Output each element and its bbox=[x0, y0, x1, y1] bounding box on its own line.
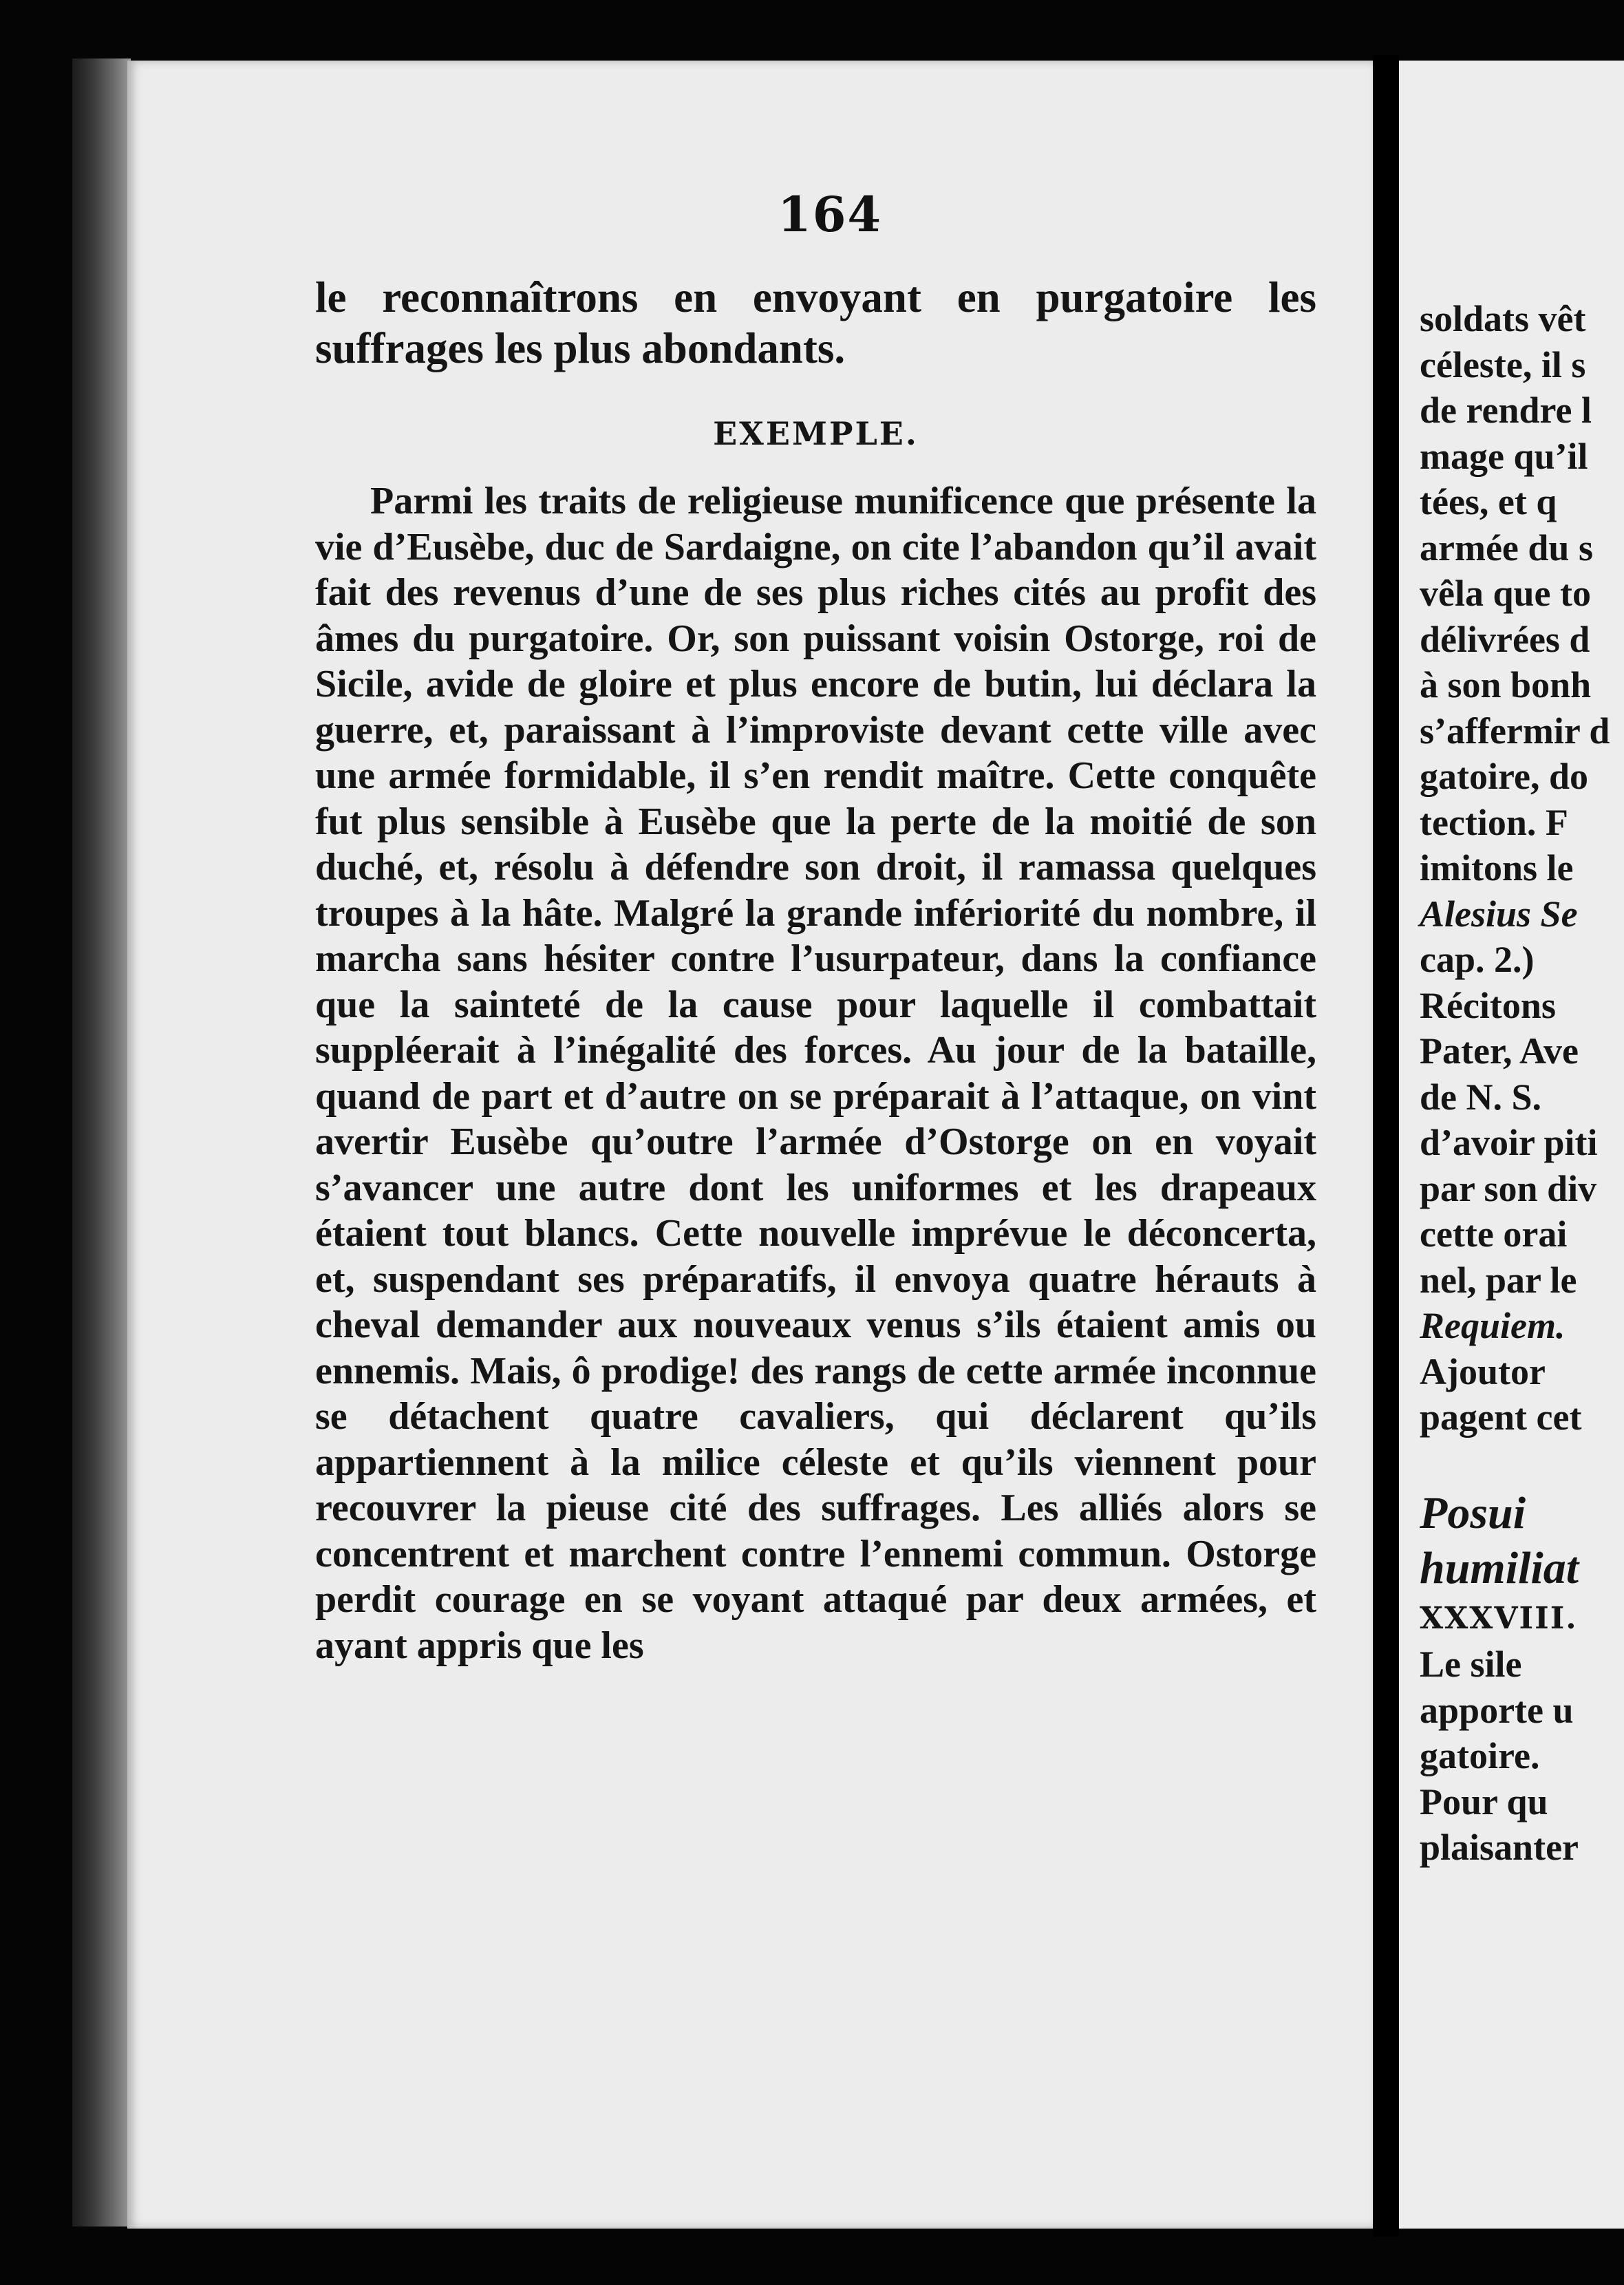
right-line: Le sile bbox=[1420, 1644, 1522, 1685]
right-line: cette orai bbox=[1420, 1213, 1568, 1255]
left-page-text bbox=[315, 272, 1316, 1668]
right-line: s’affermir d bbox=[1420, 710, 1610, 752]
right-line: Récitons bbox=[1420, 984, 1556, 1026]
right-line: apporte u bbox=[1420, 1689, 1574, 1731]
right-line: plaisanter bbox=[1420, 1827, 1579, 1868]
page-gutter bbox=[1373, 55, 1399, 2237]
page-number: 164 bbox=[778, 186, 883, 243]
right-line: mage qu’il bbox=[1420, 435, 1588, 477]
right-line: nel, par le bbox=[1420, 1259, 1577, 1301]
right-line: Pour qu bbox=[1420, 1781, 1548, 1822]
book-spine-shadow bbox=[72, 59, 131, 2226]
right-line: par son div bbox=[1420, 1167, 1597, 1209]
right-line: gatoire, do bbox=[1420, 756, 1588, 797]
right-line: tées, et q bbox=[1420, 481, 1557, 522]
right-line: Pater, Ave bbox=[1420, 1030, 1579, 1072]
section-heading: EXEMPLE. bbox=[713, 415, 919, 452]
right-line: armée du s bbox=[1420, 527, 1593, 568]
right-line: délivrées d bbox=[1420, 618, 1590, 660]
right-line: d’avoir piti bbox=[1420, 1122, 1598, 1163]
chapter-number: XXXVIII. bbox=[1420, 1600, 1578, 1636]
right-line: soldats vêt bbox=[1420, 298, 1586, 339]
right-line: de N. S. bbox=[1420, 1076, 1542, 1118]
right-line: Ajoutor bbox=[1420, 1350, 1546, 1392]
right-line: tection. F bbox=[1420, 801, 1568, 843]
example-paragraph: Parmi les traits de religieuse munificence que présente la vie d’Eusèbe, duc de Sardaigne, on cite l’abandon qu’il avait fait des revenus d’une de ses plus riches cités au profit des âmes du purgatoire. Or, son puissant voisin Ostorge, roi de Sicile, avide de gloire et plus encore de butin, lui déclara la guerre, et, paraissant à l’improviste devant cette ville avec une armée formidable, il s’en rendit maître. Cette conquête fut plus sensible à Eusèbe que la perte de la moitié de son duché, et, résolu à défendre son droit, il ramassa quelques troupes à la hâte. Malgré la grande infériorité du nombre, il marcha sans hésiter contre l’usurpateur, dans la confiance que la sainteté de la cause pour laquelle il combattait suppléerait à l’inégalité des forces. Au jour de la bataille, quand de part et d’autre on se préparait à l’attaque, on vint avertir Eusèbe qu’outre l’armée d’Ostorge on en voyait s’avancer une autre dont les uniformes et les drapeaux étaient tout blancs. Cette nouvelle imprévue le déconcerta, et, suspendant ses préparatifs, il envoya quatre hérauts à cheval demander aux nouveaux venus s’ils étaient amis ou ennemis. Mais, ô prodige! des rangs de cette armée inconnue se détachent quatre cavaliers, qui déclarent qu’ils appartiennent à la milice céleste et qu’ils viennent pour recouvrer la pieuse cité des suffrages. Les alliés alors se concentrent et marchent contre l’ennemi commun. Ostorge perdit courage en se voyant attaqué par deux armées, et ayant appris que les bbox=[315, 480, 1316, 1667]
right-page-text bbox=[1420, 296, 1624, 1871]
right-line-italic: Alesius Se bbox=[1420, 893, 1578, 935]
right-line: gatoire. bbox=[1420, 1735, 1540, 1776]
right-heading-line: humiliat bbox=[1420, 1542, 1579, 1593]
right-line: cap. 2.) bbox=[1420, 939, 1535, 980]
right-line: céleste, il s bbox=[1420, 343, 1586, 385]
right-line: imitons le bbox=[1420, 847, 1574, 889]
right-line: vêla que to bbox=[1420, 573, 1591, 614]
right-line: de rendre l bbox=[1420, 390, 1592, 431]
right-line-italic: Requiem. bbox=[1420, 1305, 1566, 1346]
right-line: à son bonh bbox=[1420, 664, 1592, 705]
right-line: pagent cet bbox=[1420, 1396, 1582, 1438]
carryover-text: le reconnaîtrons en envoyant en purgatoire les suffrages les plus abondants. bbox=[315, 273, 1316, 372]
right-heading-line: Posui bbox=[1420, 1487, 1526, 1538]
section-gap bbox=[1420, 1441, 1624, 1486]
